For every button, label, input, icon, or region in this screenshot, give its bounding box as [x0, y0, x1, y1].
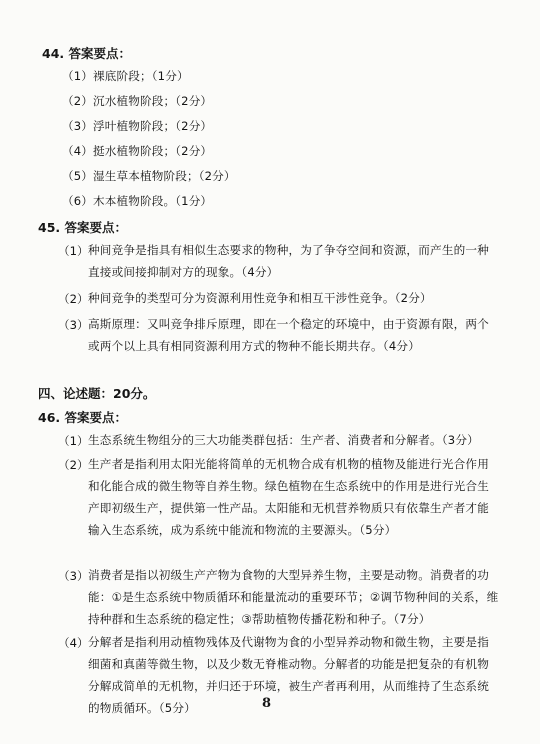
- q45-item-1-number: （1）: [58, 244, 89, 258]
- q46-item-4-text: 分解者是指利用动植物残体及代谢物为食的小型异养动物和微生物，主要是指细菌和真菌等微生物，以及少数无脊椎动物。分解者的功能是把复杂的有机物分解成简单的无机物，并归还于环境，被生产者再利用，从而维持了生态系统的物质循环。（5分）: [88, 635, 489, 715]
- q45-item-1-text: 种间竞争是指具有相似生态要求的物种，为了争夺空间和资源，而产生的一种直接或间接抑制对方的现象。（4分）: [88, 243, 489, 279]
- q44-item-4: （4）挺水植物阶段；（2分）: [62, 144, 213, 158]
- page-number: 8: [262, 696, 272, 711]
- q44-item-1: （1）裸底阶段；（1分）: [62, 69, 189, 83]
- q46-item-3-number: （3）: [58, 569, 89, 583]
- q44-item-2: （2）沉水植物阶段；（2分）: [62, 94, 213, 108]
- q44-item-3: （3）浮叶植物阶段；（2分）: [62, 119, 213, 133]
- q45-item-2-number: （2）: [58, 292, 89, 306]
- q46-item-1-text: 生态系统生物组分的三大功能类群包括：生产者、消费者和分解者。（3分）: [88, 433, 479, 447]
- q45-item-2-text: 种间竞争的类型可分为资源利用性竞争和相互干涉性竞争。（2分）: [88, 291, 432, 305]
- q45-item-3-text: 高斯原理：又叫竞争排斥原理，即在一个稳定的环境中，由于资源有限，两个或两个以上具有相同资源利用方式的物种不能长期共存。（4分）: [88, 317, 489, 353]
- q44-item-5: （5）湿生草本植物阶段；（2分）: [62, 169, 236, 183]
- section-4-heading: 四、论述题：20分。: [38, 386, 156, 401]
- q45-item-3-number: （3）: [58, 318, 89, 332]
- q45-heading: 45. 答案要点：: [38, 220, 127, 235]
- q44-heading: 44. 答案要点：: [42, 46, 131, 61]
- q46-item-4-number: （4）: [58, 636, 89, 650]
- q46-heading: 46. 答案要点：: [38, 410, 127, 425]
- q46-item-2-text: 生产者是指利用太阳光能将简单的无机物合成有机物的植物及能进行光合作用和化能合成的微生物等自养生物。绿色植物在生态系统中的作用是进行光合生产即初级生产，提供第一性产品。太阳能和无机营养物质只有依靠生产者才能输入生态系统，成为系统中能流和物流的主要源头。（5分）: [88, 457, 489, 537]
- q46-item-2-number: （2）: [58, 458, 89, 472]
- q46-item-1-number: （1）: [58, 434, 89, 448]
- q46-item-3-text: 消费者是指以初级生产产物为食物的大型异养生物，主要是动物。消费者的功能：①是生态系统中物质循环和能量流动的重要环节；②调节物种间的关系，维持种群和生态系统的稳定性；③帮助植物传播花粉和种子。（7分）: [88, 568, 499, 626]
- q44-item-6: （6）木本植物阶段。（1分）: [62, 194, 213, 208]
